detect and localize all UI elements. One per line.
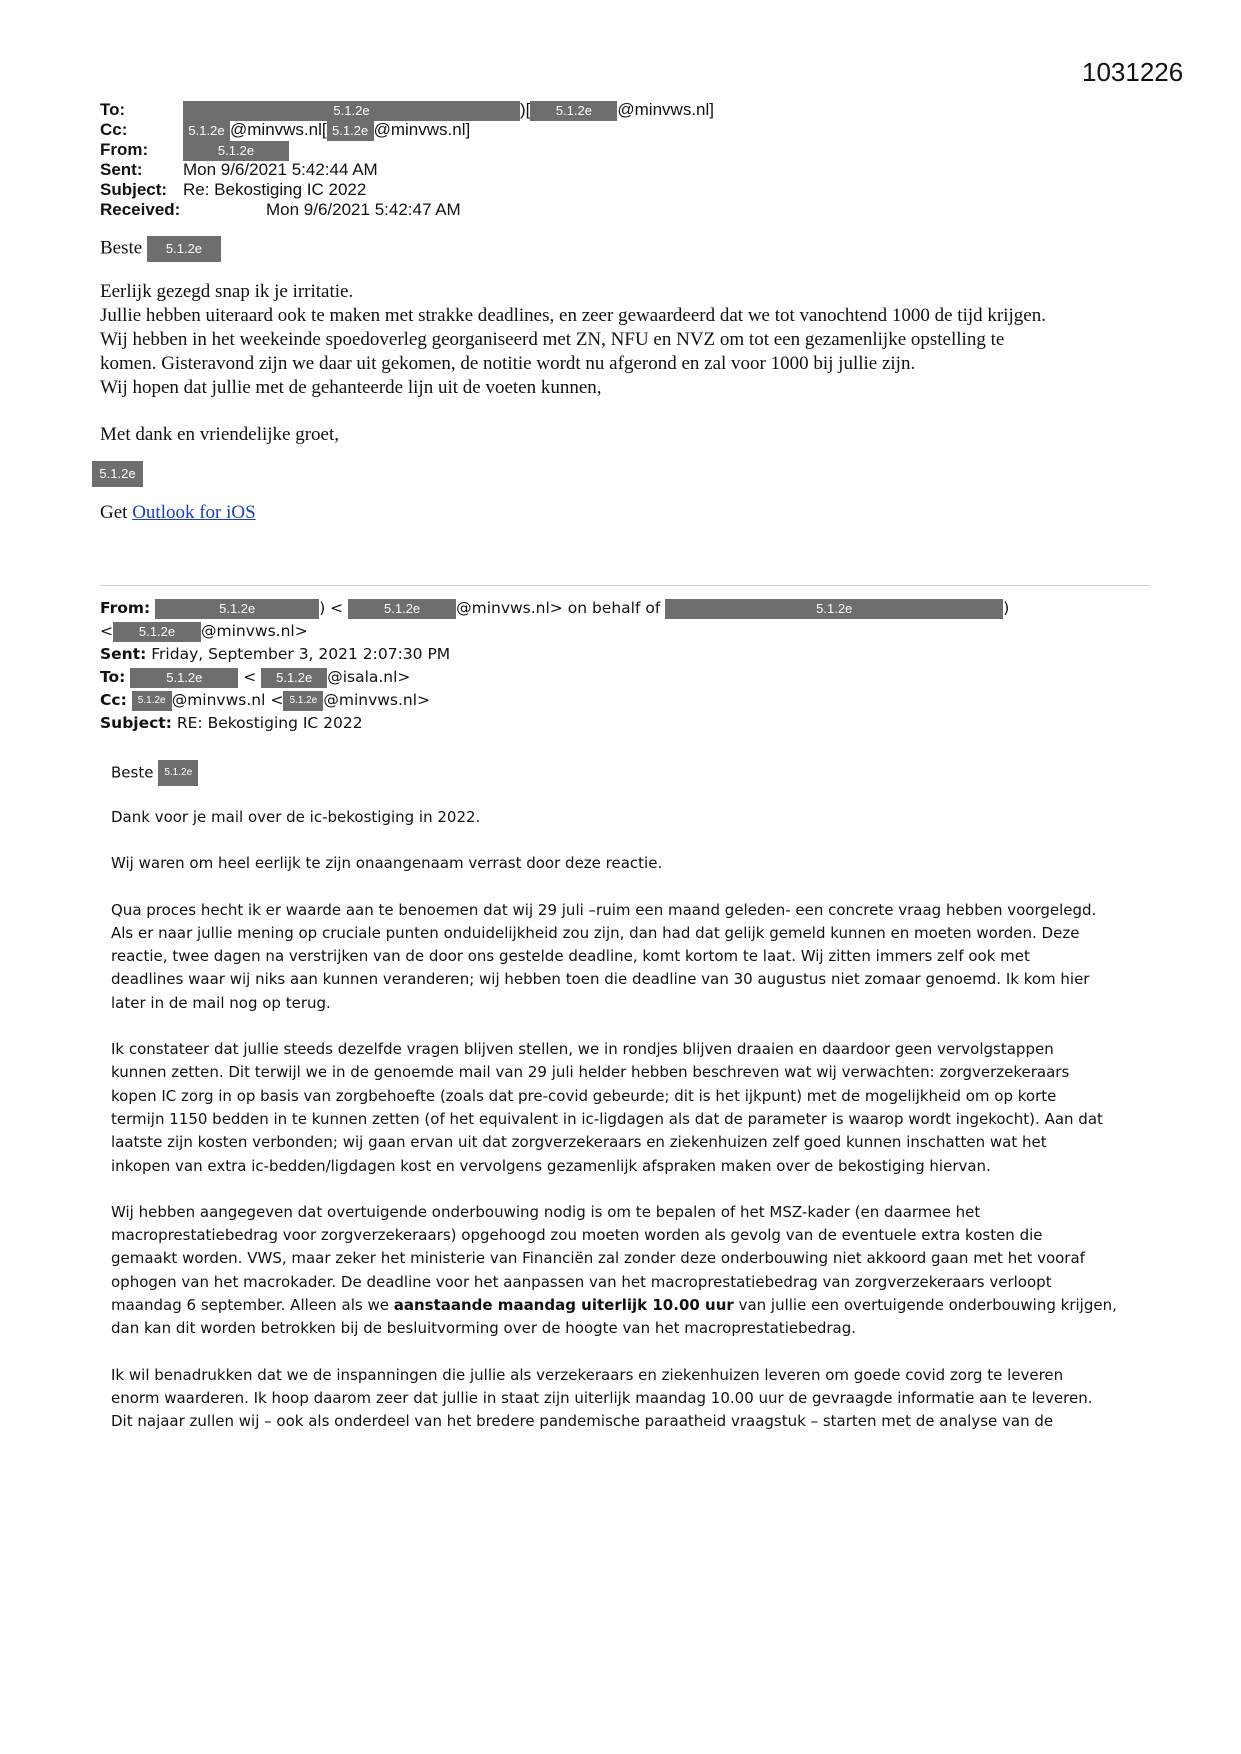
- outlook-for-ios-link[interactable]: Outlook for iOS: [132, 502, 256, 523]
- email1-from-row: [100, 140, 255, 160]
- cc-address-1: @minvws.nl[: [230, 120, 327, 139]
- paragraph-line: deadlines waar wij niks aan kunnen veranderen; wij hebben toen die deadline van 30 augustus niet zomaar genoemd. Ik kom hier: [111, 970, 1090, 989]
- redaction-box: 5.1.2e: [155, 599, 319, 619]
- email2-body: [111, 760, 1151, 1434]
- paragraph-line: ophogen van het macrokader. De deadline voor het aanpassen van het macroprestatiebedrag van zorgverzekeraars verloopt: [111, 1272, 1052, 1291]
- redaction-box: 5.1.2e: [183, 121, 230, 141]
- subject-value: Re: Bekostiging IC 2022: [183, 180, 367, 199]
- paragraph: Wij waren om heel eerlijk te zijn onaangenaam verrast door deze reactie.: [111, 854, 663, 873]
- paragraph-line: macroprestatiebedrag voor zorgverzekeraars) opgehoogd zou moeten worden als gevolg van de eventuele extra kosten die: [111, 1226, 1043, 1245]
- cc-address-2: @minvws.nl]: [373, 120, 471, 139]
- redaction-box: 5.1.2e: [283, 691, 323, 711]
- redaction-box: 5.1.2e: [147, 236, 221, 262]
- paragraph-line: enorm waarderen. Ik hoop daarom zeer dat jullie in staat zijn uiterlijk maandag 10.00 uur de gevraagde informatie aan te leveren.: [111, 1388, 1093, 1407]
- email2-subject-row: [100, 712, 1009, 735]
- body-line: Wij hebben in het weekeinde spoedoverleg georganiseerd met ZN, NFU en NVZ om tot een gezamenlijke opstelling te: [100, 329, 1005, 350]
- divider: [100, 585, 1150, 586]
- redaction-box: 5.1.2e: [530, 101, 617, 121]
- cc-label: Cc:: [100, 120, 128, 139]
- paragraph-line: Wij hebben aangegeven dat overtuigende onderbouwing nodig is om te bepalen of het MSZ-kader (en daarmee het: [111, 1202, 981, 1221]
- redaction-box: 5.1.2e: [132, 691, 172, 711]
- from-label: From:: [100, 599, 151, 617]
- to-label: To:: [100, 668, 126, 686]
- document-id: 1031226: [1082, 57, 1184, 87]
- paragraph-line: termijn 1150 bedden in te kunnen zetten (of het equivalent in ic-ligdagen als dat de parameter is waarop wordt ingekocht). Aan dat: [111, 1109, 1103, 1128]
- body-line: komen. Gisteravond zijn we daar uit gekomen, de notitie wordt nu afgerond en zal voor 1000 bij jullie zijn.: [100, 353, 916, 374]
- signature-redaction: 5.1.2e: [92, 461, 143, 487]
- redaction-box: 5.1.2e: [183, 141, 289, 161]
- deadline-emphasis: aanstaande maandag uiterlijk 10.00 uur: [393, 1296, 734, 1315]
- greeting: Beste 5.1.2e: [111, 760, 1151, 786]
- email1-received-row: [100, 200, 461, 220]
- paragraph-line: kunnen zetten. Dit terwijl we in de genoemde mail van 29 juli helder hebben beschreven wat wij verwachten: zorgverzekeraars: [111, 1063, 1070, 1082]
- email1-header: [100, 100, 714, 220]
- email1-to-row: [100, 100, 714, 120]
- to-label: To:: [100, 100, 126, 119]
- paragraph-line: Ik wil benadrukken dat we de inspanningen die jullie als verzekeraars en ziekenhuizen leveren om goede covid zorg te leveren: [111, 1365, 1064, 1384]
- body-line: Eerlijk gezegd snap ik je irritatie.: [100, 281, 354, 302]
- paragraph-line: Ik constateer dat jullie steeds dezelfde vragen blijven stellen, we in rondjes blijven draaien en daardoor geen vervolgstappen: [111, 1040, 1054, 1059]
- sent-label: Sent:: [100, 160, 143, 179]
- paragraph-line: later in de mail nog op terug.: [111, 993, 331, 1012]
- sent-value: Mon 9/6/2021 5:42:44 AM: [183, 160, 378, 179]
- redaction-box: 5.1.2e: [261, 668, 327, 688]
- paragraph: Dank voor je mail over de ic-bekostiging in 2022.: [111, 808, 481, 826]
- from-label: From:: [100, 140, 149, 159]
- paragraph-line: Als er naar jullie mening op cruciale punten onduidelijkheid zou zijn, dan had dat gelijk gemeld kunnen en moeten worden. Deze: [111, 923, 1080, 942]
- received-value: Mon 9/6/2021 5:42:47 AM: [266, 200, 461, 219]
- body-line: Jullie hebben uiteraard ook te maken met strakke deadlines, en zeer gewaardeerd dat we tot vanochtend 1000 de tijd krijgen.: [100, 305, 1046, 326]
- paragraph-line: Qua proces hecht ik er waarde aan te benoemen dat wij 29 juli –ruim een maand geleden- een concrete vraag hebben voorgelegd.: [111, 900, 1097, 919]
- paragraph-line: inkopen van extra ic-bedden/ligdagen kost en vervolgens gezamenlijk afspraken maken over de bekostiging hiervan.: [111, 1156, 991, 1175]
- redaction-box: 5.1.2e: [113, 622, 201, 642]
- paragraph-line: dan kan dit worden betrokken bij de besluitvorming over de hoogte van het macroprestatiebedrag.: [111, 1319, 857, 1338]
- paragraph-line: laatste zijn kosten verbonden; wij gaan ervan uit dat zorgverzekeraars en ziekenhuizen zelf goed kunnen inschatten wat het: [111, 1133, 1047, 1152]
- email1-subject-row: [100, 180, 367, 200]
- redaction-box: 5.1.2e: [327, 121, 374, 141]
- sent-value: Friday, September 3, 2021 2:07:30 PM: [151, 645, 451, 663]
- paragraph-line: kopen IC zorg in op basis van zorgbehoefte (zoals dat pre-covid gebeurde; dit is het ijkpunt) met de mogelijkheid om op korte: [111, 1086, 1057, 1105]
- email2-sent-row: [100, 643, 1009, 666]
- email1-cc-row: [100, 120, 471, 140]
- received-label: Received:: [100, 200, 181, 219]
- redaction-box: 5.1.2e: [183, 101, 520, 121]
- closing: Met dank en vriendelijke groet,: [100, 424, 340, 445]
- subject-value: RE: Bekostiging IC 2022: [176, 714, 363, 732]
- body-line: Wij hopen dat jullie met de gehanteerde lijn uit de voeten kunnen,: [100, 377, 602, 398]
- sent-label: Sent:: [100, 645, 147, 663]
- paragraph-line: maandag 6 september. Alleen als we aanstaande maandag uiterlijk 10.00 uur van jullie een overtuigende onderbouwing krijgen,: [111, 1296, 1117, 1315]
- paragraph-line: gemaakt worden. VWS, maar zeker het ministerie van Financiën zal zonder deze onderbouwing niet akkoord gaan met het vooraf: [111, 1249, 1085, 1268]
- subject-label: Subject:: [100, 180, 168, 199]
- redaction-box: 5.1.2e: [130, 668, 238, 688]
- paragraph-line: reactie, twee dagen na verstrijken van de door ons gestelde deadline, komt kortom te laat. Wij zitten immers zelf ook met: [111, 947, 1030, 966]
- redaction-box: 5.1.2e: [158, 760, 198, 786]
- email1-sent-row: [100, 160, 378, 180]
- get-outlook-line: Get Outlook for iOS: [100, 502, 256, 523]
- to-separator: )[: [520, 100, 531, 119]
- email2-to-row: To: 5.1.2e < 5.1.2e @isala.nl>: [100, 668, 411, 686]
- greeting: Beste 5.1.2e: [100, 236, 1160, 262]
- email2-cc-row: Cc: 5.1.2e @minvws.nl < 5.1.2e @minvws.nl>: [100, 691, 431, 709]
- to-address-domain: @minvws.nl]: [617, 100, 714, 119]
- redaction-box: 5.1.2e: [665, 599, 1003, 619]
- email2-from-row-2: < 5.1.2e @minvws.nl>: [100, 622, 308, 640]
- email1-body: [100, 236, 1160, 525]
- email2-from-row: From: 5.1.2e ) < 5.1.2e @minvws.nl> on behalf of 5.1.2e ): [100, 599, 1010, 617]
- email2-header: [100, 597, 1009, 735]
- cc-label: Cc:: [100, 691, 127, 709]
- subject-label: Subject:: [100, 714, 172, 732]
- paragraph-line: Dit najaar zullen wij – ook als onderdeel van het bredere pandemische paraatheid vraagstuk – starten met de analyse van de: [111, 1412, 1054, 1431]
- redaction-box: 5.1.2e: [348, 599, 456, 619]
